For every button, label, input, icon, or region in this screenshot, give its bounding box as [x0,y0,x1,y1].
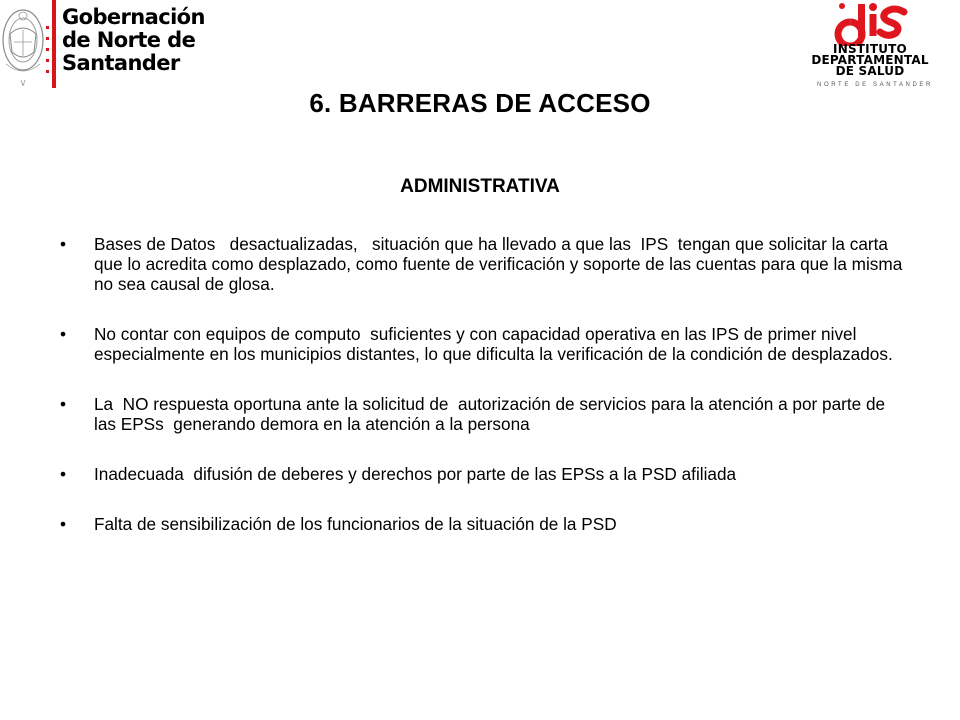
bullet-text: Falta de sensibilización de los funcionarios de la situación de la PSD [94,514,617,534]
bullet-icon: • [60,324,67,344]
ids-logo [790,0,950,96]
bullet-list [60,234,910,534]
bullet-text: Bases de Datos desactualizadas, situación que ha llevado a que las IPS tengan que solicitar la carta que lo acredita como desplazado, como fuente de verificación y soporte de las cuentas para que la misma no sea causal de glosa. [94,234,908,294]
list-item [60,394,910,434]
gobernacion-logo [0,0,205,92]
ids-line-3: DE SALUD [835,64,905,78]
list-item [60,464,910,484]
bullet-text: La NO respuesta oportuna ante la solicitud de autorización de servicios para la atención a por parte de las EPSs generando demora en la atención a la persona [94,394,890,434]
list-item [60,324,910,364]
ids-line-2: DEPARTAMENTAL [811,53,929,67]
coat-of-arms-seal-icon [0,4,46,86]
seal-accent-dots [46,26,50,81]
gobernacion-line-3: Santander [62,51,180,75]
gobernacion-line-1: Gobernación [62,5,205,29]
bullet-text: No contar con equipos de computo suficientes y con capacidad operativa en las IPS de primer nivel especialmente en los municipios distantes, lo que dificulta la verificación de la condición de desplazados. [94,324,893,364]
bullet-icon: • [60,464,67,484]
bullet-text: Inadecuada difusión de deberes y derechos por parte de las EPSs a la PSD afiliada [94,464,737,484]
slide-title: 6. BARRERAS DE ACCESO [309,88,651,118]
ids-logo-text [790,44,950,77]
section-subtitle: ADMINISTRATIVA [400,176,560,197]
list-item [60,234,910,294]
gobernacion-line-2: de Norte de [62,28,196,52]
logo-red-bar [52,0,56,88]
bullet-icon: • [60,514,67,534]
ids-line-1: INSTITUTO [833,42,907,56]
bullet-icon: • [60,234,67,254]
list-item [60,514,910,534]
gobernacion-logo-text [62,6,205,75]
ids-monogram-icon [820,0,920,46]
bullet-icon: • [60,394,67,414]
ids-logo-subtext: NORTE DE SANTANDER [817,82,933,88]
